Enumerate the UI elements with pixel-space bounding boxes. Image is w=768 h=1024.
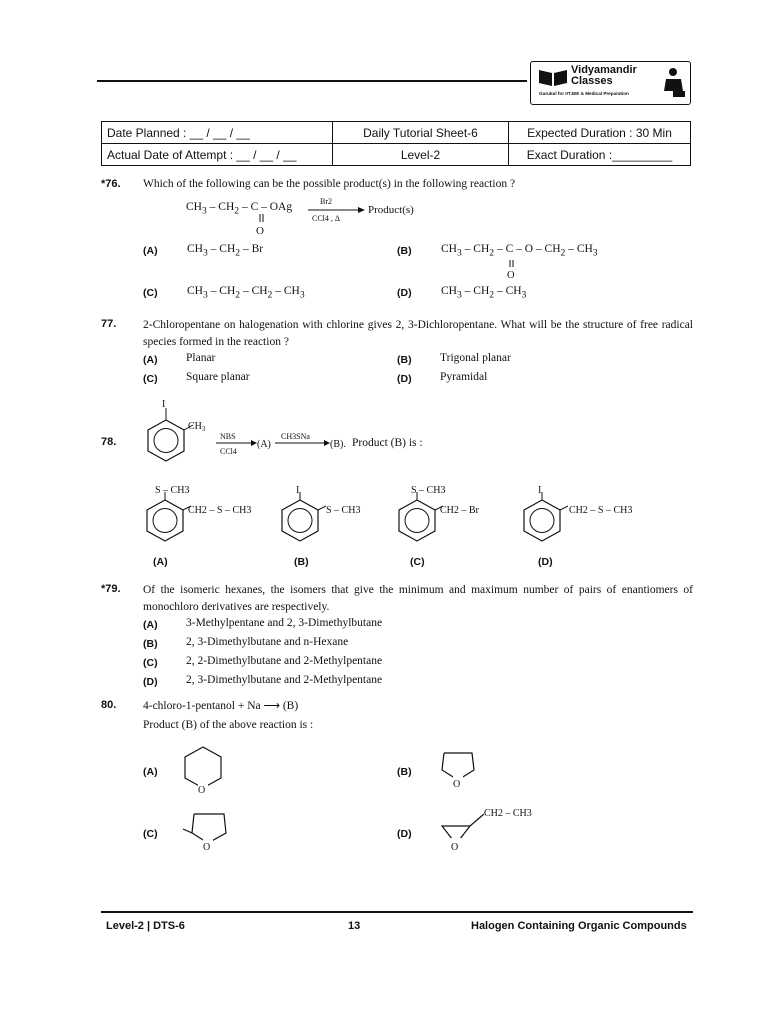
svg-text:CH3: $CH_3$ xyxy=(188,421,206,433)
page-number: 13 xyxy=(348,920,361,932)
q80-option-d-label: (D) xyxy=(397,828,412,840)
svg-text:O: O xyxy=(507,270,515,280)
q79-option-c-label: (C) xyxy=(143,657,158,669)
logo-name: Vidyamandir Classes xyxy=(571,64,637,87)
header-rule xyxy=(97,80,527,82)
q79-option-a-label: (A) xyxy=(143,619,158,631)
q76-option-b-label: (B) xyxy=(397,245,412,257)
q77-option-a[interactable]: Planar xyxy=(186,352,216,364)
q78-option-a-structure[interactable] xyxy=(141,482,261,552)
q78-option-b-label: (B) xyxy=(294,556,309,568)
q78-option-c-structure[interactable] xyxy=(393,482,503,552)
q76-option-d-label: (D) xyxy=(397,287,412,299)
svg-text:S – CH3: S – CH3 xyxy=(155,485,190,496)
svg-text:S – CH3: S – CH3 xyxy=(326,505,361,516)
q76-option-b[interactable]: $CH_3 - CH_2$ – C – O – $CH_2 - CH_3$ xyxy=(441,243,598,259)
q76-reagent-bottom: CCl4 , Δ xyxy=(312,214,341,223)
q80-option-c-label: (C) xyxy=(143,828,158,840)
brand-logo xyxy=(530,61,691,105)
svg-text:Product(s): Product(s) xyxy=(368,204,414,216)
q78-option-d-label: (D) xyxy=(538,556,553,568)
q77-option-b-label: (B) xyxy=(397,354,412,366)
q78-reagent1-bottom: CCl4 xyxy=(220,447,237,456)
svg-text:O: O xyxy=(203,842,211,852)
sheet-title: Daily Tutorial Sheet-6 xyxy=(333,122,509,144)
svg-text:O: O xyxy=(198,785,206,796)
q80-option-d-structure[interactable] xyxy=(436,802,548,854)
logo-tagline: Gurukul for IITJEE & Medical Preparation xyxy=(539,91,629,96)
q76-text: Which of the following can be the possible product(s) in the following reaction ? xyxy=(143,178,516,190)
svg-text:CH2 – CH3: CH2 – CH3 xyxy=(484,808,532,819)
q79-option-b[interactable]: 2, 3-Dimethylbutane and n-Hexane xyxy=(186,636,349,648)
q76-reaction: $CH_3 - CH_2$ – C – OAg xyxy=(186,201,293,217)
q76-option-d[interactable]: $CH_3 - CH_2 - CH_3$ xyxy=(441,285,527,301)
q78-number: 78. xyxy=(101,436,117,448)
svg-text:CH2 – S – CH3: CH2 – S – CH3 xyxy=(188,505,252,516)
q78-reaction-scheme xyxy=(138,398,458,472)
q78-option-a-label: (A) xyxy=(153,556,168,568)
footer-rule xyxy=(101,911,693,913)
exact-duration: Exact Duration :_________ xyxy=(509,144,691,166)
q77-option-d[interactable]: Pyramidal xyxy=(440,371,488,383)
q77-option-c[interactable]: Square planar xyxy=(186,371,250,383)
svg-text:I: I xyxy=(296,485,300,496)
sheet-info-table xyxy=(101,121,691,166)
q77-number: 77. xyxy=(101,318,117,330)
svg-text:O: O xyxy=(453,779,461,790)
svg-text:I: I xyxy=(162,399,166,410)
q77-option-c-label: (C) xyxy=(143,373,158,385)
svg-text:CH2 – Br: CH2 – Br xyxy=(440,505,479,516)
q78-reagent2-top: CH3SNa xyxy=(281,432,310,441)
q79-option-d[interactable]: 2, 3-Dimethylbutane and 2-Methylpentane xyxy=(186,674,383,686)
q77-option-a-label: (A) xyxy=(143,354,158,366)
footer-chapter: Halogen Containing Organic Compounds xyxy=(471,920,687,932)
q78-option-c-label: (C) xyxy=(410,556,425,568)
svg-text:CH2 – S – CH3: CH2 – S – CH3 xyxy=(569,505,633,516)
q80-number: 80. xyxy=(101,699,117,711)
q79-option-a[interactable]: 3-Methylpentane and 2, 3-Dimethylbutane xyxy=(186,617,383,629)
q76-reaction-arrow xyxy=(248,194,418,238)
q78-reagent1-top: NBS xyxy=(220,432,236,441)
svg-text:S – CH3: S – CH3 xyxy=(411,485,446,496)
svg-text:O: O xyxy=(256,225,264,237)
q79-option-b-label: (B) xyxy=(143,638,158,650)
q76-option-c-label: (C) xyxy=(143,287,158,299)
q76-option-a[interactable]: $CH_3 - CH_2$ – Br xyxy=(187,243,264,259)
student-icon xyxy=(657,65,687,99)
q79-number: *79. xyxy=(101,583,121,595)
date-planned: Date Planned : __ / __ / __ xyxy=(102,122,333,144)
q78-option-b-structure[interactable] xyxy=(276,482,386,552)
q80-text: Product (B) of the above reaction is : xyxy=(143,719,314,731)
svg-text:O: O xyxy=(451,842,459,853)
q80-option-b-structure[interactable] xyxy=(436,748,480,790)
q80-option-a-structure[interactable] xyxy=(180,742,226,798)
book-icon xyxy=(537,66,569,88)
q77-text: 2-Chloropentane on halogenation with chlorine gives 2, 3-Dichloropentane. What will be the structure of free radical species formed in the reaction ? xyxy=(143,319,693,348)
q77-option-b[interactable]: Trigonal planar xyxy=(440,352,511,364)
q80-option-b-label: (B) xyxy=(397,766,412,778)
actual-date: Actual Date of Attempt : __ / __ / __ xyxy=(102,144,333,166)
footer-level: Level-2 | DTS-6 xyxy=(106,920,185,932)
q80-option-a-label: (A) xyxy=(143,766,158,778)
level: Level-2 xyxy=(333,144,509,166)
q79-option-c[interactable]: 2, 2-Dimethylbutane and 2-Methylpentane xyxy=(186,655,383,667)
q76-number: *76. xyxy=(101,178,121,190)
q80-option-c-structure[interactable] xyxy=(180,808,232,852)
q78-option-d-structure[interactable] xyxy=(518,482,653,552)
q78-text: Product (B) is : xyxy=(352,437,423,449)
q80-reaction: 4-chloro-1-pentanol + Na ⟶ (B) xyxy=(143,700,299,712)
q78-intermediate: (A) xyxy=(257,439,271,450)
q76-option-c[interactable]: $CH_3 - CH_2 - CH_2 - CH_3$ xyxy=(187,285,305,301)
q76-reagent-top: Br2 xyxy=(320,197,332,206)
q79-text: Of the isomeric hexanes, the isomers that give the minimum and maximum number of pairs of enantiomers of monochloro derivatives are respectively. xyxy=(143,584,693,613)
q76-option-b-carbonyl xyxy=(505,258,519,280)
svg-text:I: I xyxy=(538,485,542,496)
q79-option-d-label: (D) xyxy=(143,676,158,688)
q77-option-d-label: (D) xyxy=(397,373,412,385)
expected-duration: Expected Duration : 30 Min xyxy=(509,122,691,144)
q76-option-a-label: (A) xyxy=(143,245,158,257)
q78-product: (B). xyxy=(330,439,346,450)
